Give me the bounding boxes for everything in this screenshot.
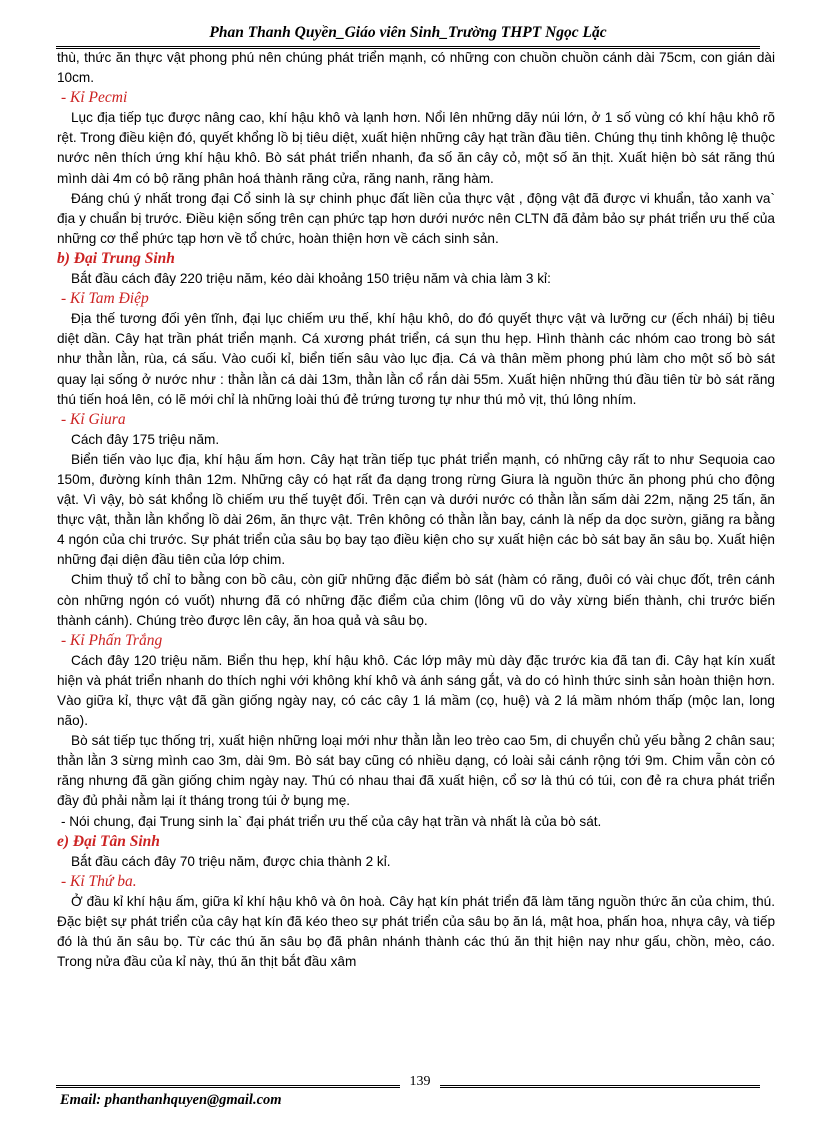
paragraph-giura-3: Chim thuỷ tổ chỉ to bằng con bồ câu, còn giữ những đặc điểm bò sát (hàm có răng, đuôi có vài chục đốt, trên cánh còn những ngón có vuốt) nhưng đã có những đặc điểm của chim (lông vũ do vảy xừng biến thành, chi trước biến thành cánh). Chúng trèo được lên cây, ăn hoa quả và sâu bọ. bbox=[57, 572, 775, 628]
paragraph-intro: thù, thức ăn thực vật phong phú nên chúng phát triển mạnh, có những con chuồn chuồn cánh dài 75cm, con gián dài 10cm. bbox=[57, 50, 775, 86]
paragraph-pecmi-2: Đáng chú ý nhất trong đại Cổ sinh là sự chinh phục đất liền của thực vật , động vật đã được vi khuẩn, tảo xanh va` địa y chuẩn bị trước. Điều kiện sống trên cạn phức tạp hơn dưới nước nên CLTN đã đảm bảo sự phát triển ưu thế của những cơ thể phức tạp hơn về tổ chức, hoàn thiện hơn về cách sinh sản. bbox=[57, 190, 775, 246]
subheading-tam-diep: - Kỉ Tam Điệp bbox=[61, 290, 149, 308]
paragraph-phan-trang-2: Bò sát tiếp tục thống trị, xuất hiện những loại mới như thằn lằn leo trèo cao 5m, di chuyển chủ yếu bằng 2 chân sau; thằn lằn 3 sừng mình cao 3m, dài 9m. Bò sát bay cũng có nhiều dạng, có loài sải cánh rộng tới 9m. Chim vẫn còn có răng nhưng đã gần giống chim ngày nay. Thú có nhau thai đã xuất hiện, cổ sơ là thú có túi, con đẻ ra chưa phát triển đầy đủ phải nằm lại ít tháng trong túi ở bụng mẹ. bbox=[57, 733, 775, 809]
page-header: Phan Thanh Quyền_Giáo viên Sinh_Trường THPT Ngọc Lặc bbox=[56, 22, 760, 49]
footer-email: Email: phanthanhquyen@gmail.com bbox=[60, 1092, 282, 1108]
subheading-pecmi: - Kỉ Pecmi bbox=[61, 89, 128, 107]
page-content bbox=[57, 48, 775, 972]
section-heading-tan-sinh: e) Đại Tân Sinh bbox=[57, 832, 160, 850]
paragraph-giura-2: Biển tiến vào lục địa, khí hậu ấm hơn. Cây hạt trần tiếp tục phát triển mạnh, có những cây rất to như Sequoia cao 150m, đường kính thân 12m. Những cây có hạt rất đa dạng trong rừng Giura là nguồn thức ăn phong phú cho động vật. Vì vậy, bò sát khổng lồ chiếm ưu thế tuyệt đối. Trên cạn và dưới nước có thằn lằn sấm dài 22m, nặng 25 tấn, ăn thực vật, thằn lằn khổng lồ dài 26m, ăn thực vật. Trên không có thằn lằn bay, cánh là nếp da dọc sườn, giăng ra bằng 4 ngón của chi trước. Sự phát triển của sâu bọ bay tạo điều kiện cho sự xuất hiện các bò sát bay ăn sâu bọ. Xuất hiện những đại diện đầu tiên của lớp chim. bbox=[57, 451, 775, 568]
paragraph-tam-diep: Địa thế tương đối yên tĩnh, đại lục chiếm ưu thế, khí hậu khô, do đó quyết thực vật và lưỡng cư (ếch nhái) bị tiêu diệt dần. Cây hạt trần phát triển mạnh. Cá xương phát triển, cá sụn thu hẹp. Hình thành các nhóm cao trong bò sát như thằn lằn, rùa, cá sấu. Vào cuối kỉ, biển tiến sâu vào lục địa. Cá và thân mềm phong phú làm cho một số bò sát quay lại sống ở nước như : thằn lằn cá dài 13m, thằn lằn cổ rắn dài 55m. Xuất hiện những thú đầu tiên từ bò sát răng thú tiến hoá lên, có lẽ mới chỉ là những loài thú đẻ trứng tương tự như thú mỏ vịt, thú lông nhím. bbox=[57, 311, 775, 407]
paragraph-giura-1: Cách đây 175 triệu năm. bbox=[71, 431, 220, 447]
section-heading-trung-sinh: b) Đại Trung Sinh bbox=[57, 249, 175, 267]
page-number: 139 bbox=[400, 1074, 440, 1090]
subheading-thu-ba: - Kỉ Thứ ba. bbox=[61, 872, 137, 890]
paragraph-tan-sinh: Bắt đầu cách đây 70 triệu năm, được chia thành 2 kỉ. bbox=[71, 853, 391, 869]
paragraph-thu-ba: Ở đầu kỉ khí hậu ấm, giữa kỉ khí hậu khô và ôn hoà. Cây hạt kín phát triển đã làm tăng nguồn thức ăn của chim, thú. Đặc biệt sự phát triển của cây hạt kín đã kéo theo sự phát triển của sâu bọ ăn lá, mật hoa, phấn hoa, nhựa cây, và tiếp đó là thú ăn sâu bọ. Từ các thú ăn sâu bọ đã phân nhánh thành các thú ăn thịt hiện nay như gấu, chồn, mèo, cáo. Trong nửa đầu của kỉ này, thú ăn thịt bắt đầu xâm bbox=[57, 893, 775, 970]
paragraph-trung-sinh: Bắt đầu cách đây 220 triệu năm, kéo dài khoảng 150 triệu năm và chia làm 3 kỉ: bbox=[71, 271, 551, 287]
paragraph-phan-trang-1: Cách đây 120 triệu năm. Biển thu hẹp, khí hậu khô. Các lớp mây mù dày đặc trước kia đã tan đi. Cây hạt kín xuất hiện và phát triển nhanh do thích nghi với không khí khô và ánh sáng gắt, và do có hình thức sinh sản hoàn thiện hơn. Vào giữa kỉ, thực vật đã gần giống ngày nay, có các cây 1 lá mầm (cọ, huệ) và 2 lá mầm nhóm thấp (mộc lan, long não). bbox=[57, 652, 775, 729]
subheading-giura: - Kỉ Giura bbox=[61, 410, 126, 428]
subheading-phan-trang: - Kỉ Phấn Trắng bbox=[61, 631, 163, 649]
paragraph-summary: - Nói chung, đại Trung sinh la` đại phát triển ưu thế của cây hạt trần và nhất là của bò sát. bbox=[61, 813, 602, 829]
paragraph-pecmi-1: Lục địa tiếp tục được nâng cao, khí hậu khô và lạnh hơn. Nổi lên những dãy núi lớn, ở 1 số vùng có khí hậu khô rõ rệt. Trong điều kiện đó, quyết khổng lồ bị tiêu diệt, xuất hiện những cây hạt trần đầu tiên. Chúng thụ tinh không lệ thuộc nước nên thích ứng khí hậu khô. Bò sát phát triển nhanh, đa số ăn cây cỏ, một số ăn thịt. Xuất hiện bò sát răng thú mình dài 4m có bộ răng phân hoá thành răng cửa, răng nanh, răng hàm. bbox=[57, 110, 775, 186]
